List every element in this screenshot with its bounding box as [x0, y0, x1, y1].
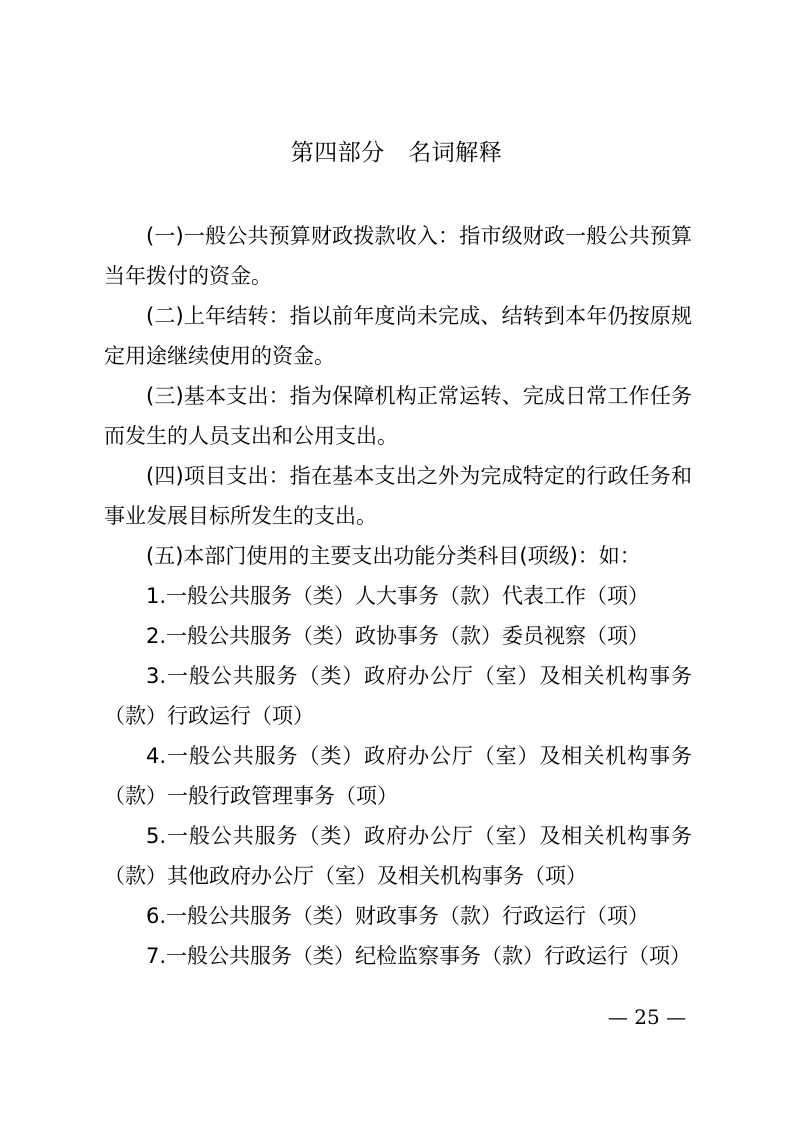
list-item: 3.一般公共服务（类）政府办公厅（室）及相关机构事务（款）行政运行（项） — [104, 664, 692, 728]
page-number: — 25 — — [607, 1005, 687, 1029]
list-item: 6.一般公共服务（类）财政事务（款）行政运行（项） — [146, 904, 650, 928]
section-title: 第四部分 名词解释 — [290, 140, 503, 166]
list-item: 7.一般公共服务（类）纪检监察事务（款）行政运行（项） — [146, 944, 692, 968]
paragraph: (三)基本支出：指为保障机构正常运转、完成日常工作任务而发生的人员支出和公用支出。 — [104, 384, 692, 448]
list-item: 1.一般公共服务（类）人大事务（款）代表工作（项） — [146, 584, 650, 608]
paragraph: (四)项目支出：指在基本支出之外为完成特定的行政任务和事业发展目标所发生的支出。 — [104, 464, 692, 528]
paragraph: (五)本部门使用的主要支出功能分类科目(项级)：如： — [146, 544, 641, 568]
list-item: 4.一般公共服务（类）政府办公厅（室）及相关机构事务（款）一般行政管理事务（项） — [104, 744, 692, 808]
paragraph: (二)上年结转：指以前年度尚未完成、结转到本年仍按原规定用途继续使用的资金。 — [104, 304, 692, 368]
document-body — [104, 216, 692, 976]
list-item: 2.一般公共服务（类）政协事务（款）委员视察（项） — [146, 624, 650, 648]
list-item: 5.一般公共服务（类）政府办公厅（室）及相关机构事务（款）其他政府办公厅（室）及相关机构事务（项） — [104, 824, 692, 888]
paragraph: (一)一般公共预算财政拨款收入：指市级财政一般公共预算当年拨付的资金。 — [104, 224, 692, 288]
